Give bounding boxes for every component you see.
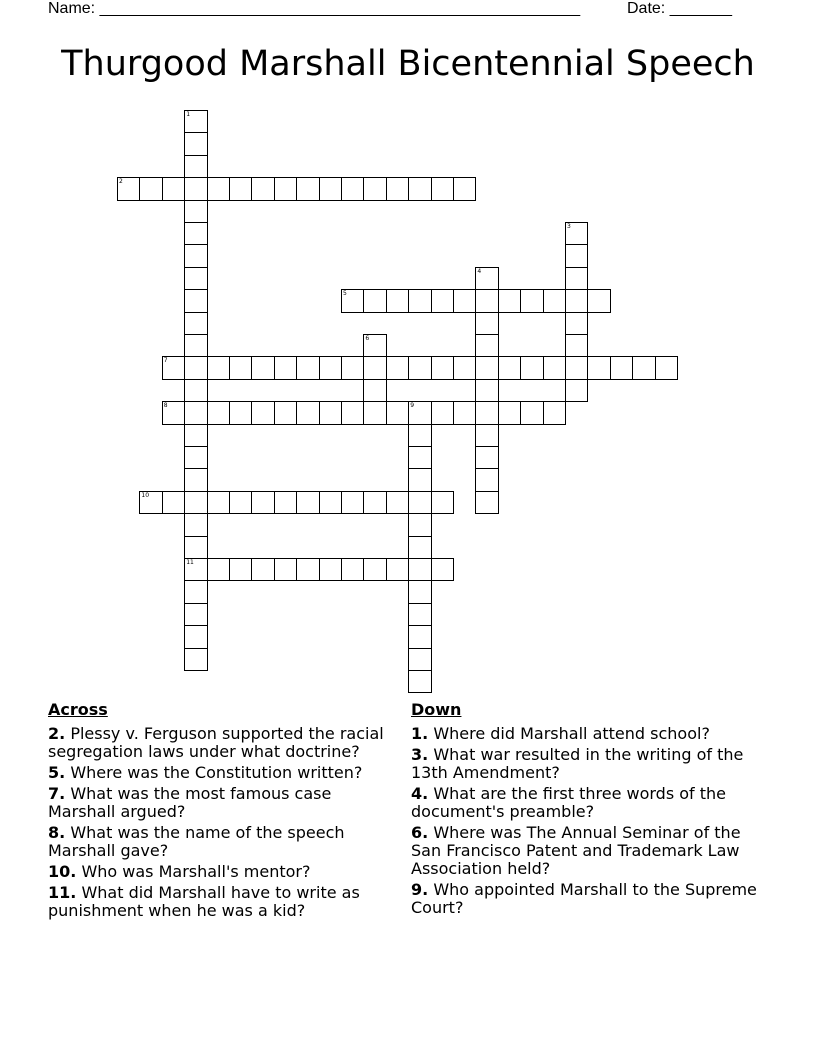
clue-text: What war resulted in the writing of the 13th Amendment? — [411, 745, 744, 782]
grid-cell[interactable] — [453, 356, 476, 379]
grid-cell[interactable] — [453, 401, 476, 424]
across-clue — [48, 725, 398, 761]
grid-cell[interactable] — [520, 289, 543, 312]
grid-cell[interactable] — [408, 424, 431, 447]
grid-cell[interactable] — [565, 289, 588, 312]
clue-text: Where did Marshall attend school? — [433, 724, 710, 743]
grid-cell[interactable] — [431, 401, 454, 424]
grid-cell[interactable] — [408, 513, 431, 536]
grid-cell[interactable] — [475, 312, 498, 335]
grid-cell[interactable] — [184, 222, 207, 245]
grid-cell[interactable] — [341, 289, 364, 312]
grid-cell[interactable] — [296, 491, 319, 514]
grid-cell[interactable] — [475, 267, 498, 290]
grid-cell[interactable] — [543, 401, 566, 424]
clue-number: 6. — [411, 823, 429, 842]
grid-cell[interactable] — [520, 401, 543, 424]
grid-cell[interactable] — [408, 558, 431, 581]
down-clue — [411, 881, 771, 917]
grid-cell[interactable] — [184, 132, 207, 155]
grid-cell[interactable] — [207, 177, 230, 200]
across-clue — [48, 824, 398, 860]
grid-cell[interactable] — [184, 312, 207, 335]
grid-cell[interactable] — [139, 177, 162, 200]
grid-cell[interactable] — [565, 244, 588, 267]
grid-cell[interactable] — [274, 356, 297, 379]
grid-cell[interactable] — [319, 356, 342, 379]
grid-cell[interactable] — [363, 491, 386, 514]
grid-cell[interactable] — [408, 491, 431, 514]
grid-cell[interactable] — [184, 110, 207, 133]
clue-number: 7. — [48, 784, 66, 803]
clue-text: Plessy v. Ferguson supported the racial segregation laws under what doctrine? — [48, 724, 384, 761]
grid-cell[interactable] — [184, 244, 207, 267]
grid-cell[interactable] — [296, 401, 319, 424]
grid-cell[interactable] — [565, 334, 588, 357]
grid-cell[interactable] — [565, 222, 588, 245]
grid-cell[interactable] — [363, 558, 386, 581]
grid-cell[interactable] — [610, 356, 633, 379]
clue-text: What did Marshall have to write as punishment when he was a kid? — [48, 883, 360, 920]
clue-number: 3. — [411, 745, 429, 764]
grid-cell[interactable] — [229, 356, 252, 379]
grid-cell[interactable] — [475, 446, 498, 469]
grid-cell[interactable] — [162, 177, 185, 200]
cell-number: 3 — [567, 223, 571, 230]
down-heading: Down — [411, 700, 462, 719]
grid-cell[interactable] — [408, 446, 431, 469]
grid-cell[interactable] — [363, 379, 386, 402]
clue-number: 9. — [411, 880, 429, 899]
grid-cell[interactable] — [565, 356, 588, 379]
clue-text: What was the name of the speech Marshall gave? — [48, 823, 345, 860]
grid-cell[interactable] — [475, 356, 498, 379]
grid-cell[interactable] — [475, 289, 498, 312]
grid-cell[interactable] — [408, 648, 431, 671]
cell-number: 11 — [186, 559, 194, 566]
clue-text: Who was Marshall's mentor? — [81, 862, 311, 881]
grid-cell[interactable] — [162, 401, 185, 424]
grid-cell[interactable] — [184, 424, 207, 447]
grid-cell[interactable] — [543, 356, 566, 379]
grid-cell[interactable] — [632, 356, 655, 379]
grid-cell[interactable] — [184, 468, 207, 491]
clue-number: 11. — [48, 883, 77, 902]
across-heading: Across — [48, 700, 108, 719]
clue-text: What are the first three words of the document's preamble? — [411, 784, 727, 821]
grid-cell[interactable] — [296, 356, 319, 379]
grid-cell[interactable] — [251, 558, 274, 581]
grid-cell[interactable] — [207, 491, 230, 514]
across-clue — [48, 884, 398, 920]
grid-cell[interactable] — [386, 289, 409, 312]
cell-number: 10 — [141, 491, 150, 499]
grid-cell[interactable] — [498, 401, 521, 424]
down-clue — [411, 785, 771, 821]
down-clue — [411, 725, 771, 743]
grid-cell[interactable] — [475, 379, 498, 402]
grid-cell[interactable] — [229, 491, 252, 514]
grid-cell[interactable] — [431, 289, 454, 312]
grid-cell[interactable] — [498, 289, 521, 312]
grid-cell[interactable] — [408, 670, 431, 693]
grid-cell[interactable] — [319, 401, 342, 424]
grid-cell[interactable] — [229, 558, 252, 581]
grid-cell[interactable] — [475, 424, 498, 447]
grid-cell[interactable] — [386, 401, 409, 424]
grid-cell[interactable] — [184, 356, 207, 379]
grid-cell[interactable] — [274, 177, 297, 200]
grid-cell[interactable] — [363, 177, 386, 200]
down-clue — [411, 746, 771, 782]
grid-cell[interactable] — [565, 312, 588, 335]
grid-cell[interactable] — [184, 177, 207, 200]
grid-cell[interactable] — [386, 558, 409, 581]
name-field-label: Name: ______________________________________________________ — [48, 0, 581, 17]
grid-cell[interactable] — [431, 558, 454, 581]
grid-cell[interactable] — [341, 558, 364, 581]
clue-number: 5. — [48, 763, 66, 782]
grid-cell[interactable] — [341, 491, 364, 514]
clue-number: 10. — [48, 862, 77, 881]
grid-cell[interactable] — [453, 289, 476, 312]
across-clue — [48, 785, 398, 821]
down-clue — [411, 824, 771, 878]
grid-cell[interactable] — [408, 401, 431, 424]
grid-cell[interactable] — [655, 356, 678, 379]
cell-number: 6 — [365, 335, 370, 342]
grid-cell[interactable] — [162, 491, 185, 514]
grid-cell[interactable] — [229, 177, 252, 200]
grid-cell[interactable] — [184, 446, 207, 469]
grid-cell[interactable] — [319, 558, 342, 581]
clue-number: 1. — [411, 724, 429, 743]
grid-cell[interactable] — [207, 558, 230, 581]
grid-cell[interactable] — [251, 177, 274, 200]
grid-cell[interactable] — [184, 580, 207, 603]
grid-cell[interactable] — [184, 558, 207, 581]
grid-cell[interactable] — [408, 289, 431, 312]
grid-cell[interactable] — [431, 491, 454, 514]
grid-cell[interactable] — [363, 401, 386, 424]
grid-cell[interactable] — [207, 356, 230, 379]
cell-number: 5 — [343, 290, 347, 298]
grid-cell[interactable] — [207, 401, 230, 424]
cell-number: 9 — [410, 402, 415, 410]
clue-text: Who appointed Marshall to the Supreme Court? — [411, 880, 757, 917]
cell-number: 4 — [477, 267, 482, 275]
grid-cell[interactable] — [184, 379, 207, 402]
grid-cell[interactable] — [341, 401, 364, 424]
grid-cell[interactable] — [363, 334, 386, 357]
date-field-label: Date: _______ — [627, 0, 732, 17]
grid-cell[interactable] — [341, 177, 364, 200]
across-clue — [48, 863, 398, 881]
grid-cell[interactable] — [184, 200, 207, 223]
grid-cell[interactable] — [408, 536, 431, 559]
grid-cell[interactable] — [565, 379, 588, 402]
grid-cell[interactable] — [296, 558, 319, 581]
grid-cell[interactable] — [184, 401, 207, 424]
clue-number: 4. — [411, 784, 429, 803]
grid-cell[interactable] — [408, 356, 431, 379]
grid-cell[interactable] — [296, 177, 319, 200]
grid-cell[interactable] — [408, 603, 431, 626]
clue-number: 8. — [48, 823, 66, 842]
cell-number: 7 — [163, 357, 168, 365]
grid-cell[interactable] — [274, 401, 297, 424]
grid-cell[interactable] — [363, 356, 386, 379]
grid-cell[interactable] — [520, 356, 543, 379]
grid-cell[interactable] — [475, 468, 498, 491]
grid-cell[interactable] — [408, 625, 431, 648]
grid-cell[interactable] — [341, 356, 364, 379]
cell-number: 8 — [163, 402, 168, 410]
grid-cell[interactable] — [251, 356, 274, 379]
grid-cell[interactable] — [386, 356, 409, 379]
grid-cell[interactable] — [184, 603, 207, 626]
grid-cell[interactable] — [319, 491, 342, 514]
grid-cell[interactable] — [565, 267, 588, 290]
grid-cell[interactable] — [139, 491, 162, 514]
grid-cell[interactable] — [453, 177, 476, 200]
across-clues-section — [48, 701, 398, 923]
grid-cell[interactable] — [117, 177, 140, 200]
grid-cell[interactable] — [184, 267, 207, 290]
across-clue — [48, 764, 398, 782]
grid-cell[interactable] — [431, 356, 454, 379]
grid-cell[interactable] — [475, 334, 498, 357]
clue-number: 2. — [48, 724, 66, 743]
grid-cell[interactable] — [184, 625, 207, 648]
clue-text: Where was the Constitution written? — [70, 763, 363, 782]
grid-cell[interactable] — [251, 401, 274, 424]
grid-cell[interactable] — [408, 177, 431, 200]
page-title: Thurgood Marshall Bicentennial Speech — [61, 44, 755, 84]
grid-cell[interactable] — [408, 468, 431, 491]
grid-cell[interactable] — [184, 491, 207, 514]
cell-number: 1 — [186, 111, 191, 118]
grid-cell[interactable] — [498, 356, 521, 379]
grid-cell[interactable] — [475, 491, 498, 514]
grid-cell[interactable] — [386, 491, 409, 514]
clue-text: What was the most famous case Marshall argued? — [48, 784, 332, 821]
grid-cell[interactable] — [184, 289, 207, 312]
grid-cell[interactable] — [431, 177, 454, 200]
grid-cell[interactable] — [408, 580, 431, 603]
grid-cell[interactable] — [229, 401, 252, 424]
cell-number: 2 — [119, 178, 123, 186]
grid-cell[interactable] — [274, 558, 297, 581]
down-clues-section — [411, 701, 771, 920]
grid-cell[interactable] — [543, 289, 566, 312]
grid-cell[interactable] — [162, 356, 185, 379]
grid-cell[interactable] — [184, 648, 207, 671]
grid-cell[interactable] — [363, 289, 386, 312]
clue-text: Where was The Annual Seminar of the San Francisco Patent and Trademark Law Association held? — [411, 823, 741, 878]
grid-cell[interactable] — [251, 491, 274, 514]
grid-cell[interactable] — [319, 177, 342, 200]
grid-cell[interactable] — [184, 334, 207, 357]
grid-cell[interactable] — [587, 356, 610, 379]
grid-cell[interactable] — [386, 177, 409, 200]
grid-cell[interactable] — [274, 491, 297, 514]
grid-cell[interactable] — [184, 513, 207, 536]
grid-cell[interactable] — [184, 155, 207, 178]
grid-cell[interactable] — [587, 289, 610, 312]
grid-cell[interactable] — [475, 401, 498, 424]
grid-cell[interactable] — [184, 536, 207, 559]
